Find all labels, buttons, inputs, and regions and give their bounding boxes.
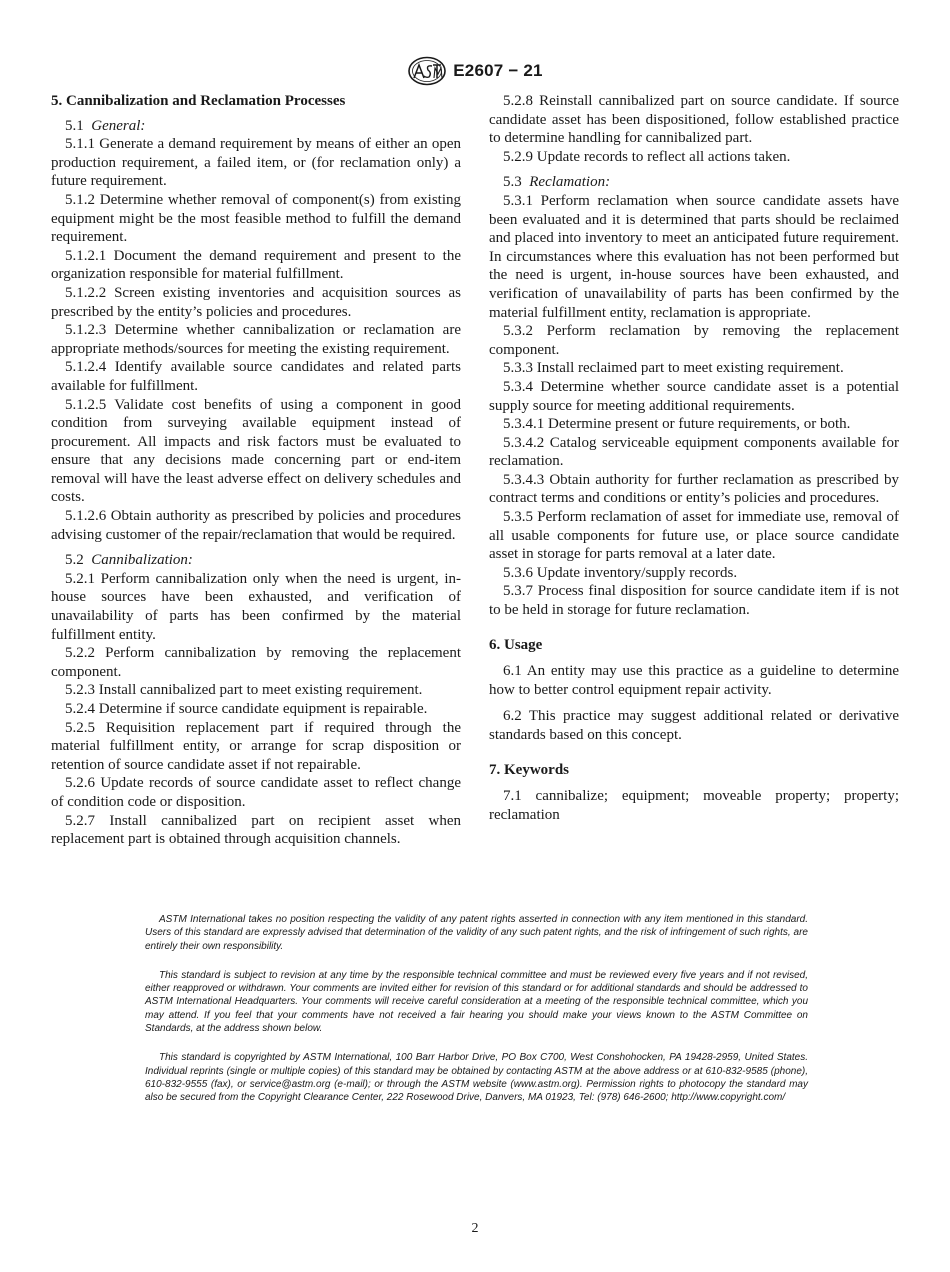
paragraph-5-2-9: 5.2.9 Update records to reflect all actions taken. xyxy=(503,148,791,165)
paragraph-5-2-3: 5.2.3 Install cannibalized part to meet existing requirement. xyxy=(65,682,423,699)
paragraph-5-2-4: 5.2.4 Determine if source candidate equipment is repairable. xyxy=(65,701,428,717)
paragraph-5-1-2: 5.1.2 Determine whether removal of component(s) from existing equipment might be the most feasible method to fulfill the demand requirement. xyxy=(51,191,461,246)
page-number: 2 xyxy=(471,1221,479,1236)
astm-logo-icon xyxy=(407,56,447,86)
right-column xyxy=(489,92,899,824)
paragraph-5-3-4: 5.3.4 Determine whether source candidate asset is a potential supply source for meeting additional requirements. xyxy=(489,378,899,414)
section-6-heading: 6. Usage xyxy=(489,636,543,653)
copyright-notice: This standard is copyrighted by ASTM International, 100 Barr Harbor Drive, PO Box C700, West Conshohocken, PA 19428-2959, United States. Individual reprints (single or multiple copies) of this standard may be obtained by contacting ASTM at the above address or at 610-832-9585 (phone), 610-832-9555 (fax), or service@astm.org (e-mail); or through the ASTM website (www.astm.org). Permission rights to photocopy the standard may also be secured from the Copyright Clearance Center, 222 Rosewood Drive, Danvers, MA 01923, Tel: (978) 646-2600; http://www.copyright.com/ xyxy=(145,1052,808,1104)
subsection-5-2-heading: 5.2 Cannibalization: xyxy=(65,552,193,569)
paragraph-7-1: 7.1 cannibalize; equipment; moveable property; property; reclamation xyxy=(489,788,899,823)
paragraph-5-3-6: 5.3.6 Update inventory/supply records. xyxy=(503,564,738,581)
paragraph-5-1-2-3: 5.1.2.3 Determine whether cannibalization or reclamation are appropriate methods/sources for meeting the existing requirement. xyxy=(51,322,461,357)
section-7-heading: 7. Keywords xyxy=(489,761,569,778)
paragraph-5-1-2-5: 5.1.2.5 Validate cost benefits of using a component in good condition from surveying available equipment instead of procurement. All impacts and risk factors must be evaluated to ensure that any decisions made concerning part or end-item removal will have the least adverse effect on delivery schedules and costs. xyxy=(51,396,461,506)
paragraph-5-1-1: 5.1.1 Generate a demand requirement by means of either an open production requirement, a failed item, or (for reclamation only) a future requirement. xyxy=(51,136,461,190)
page-header xyxy=(0,56,950,91)
paragraph-5-3-4-2: 5.3.4.2 Catalog serviceable equipment components available for reclamation. xyxy=(489,434,899,470)
revision-notice: This standard is subject to revision at any time by the responsible technical committee and must be reviewed every five years and if not revised, either reapproved or withdrawn. Your comments are invited either for revision of this standard or for additional standards and should be addressed to ASTM International Headquarters. Your comments will receive careful consideration at a meeting of the responsible technical committee, which you may attend. If you feel that your comments have not received a fair hearing you should make your views known to the ASTM Committee on Standards, at the address shown below. xyxy=(145,969,808,1035)
subsection-5-1-heading: 5.1 General: xyxy=(65,117,146,134)
paragraph-5-2-7: 5.2.7 Install cannibalized part on recipient asset when replacement part is obtained through acquisition channels. xyxy=(51,812,461,848)
paragraph-5-2-5: 5.2.5 Requisition replacement part if required through the material fulfillment entity, or arrange for scrap disposition or retention of source candidate asset if not repairable. xyxy=(51,719,461,773)
standard-notes xyxy=(145,913,808,1121)
paragraph-5-3-4-3: 5.3.4.3 Obtain authority for further reclamation as prescribed by contract terms and conditions or entity’s policies and procedures. xyxy=(489,471,899,507)
paragraph-6-1: 6.1 An entity may use this practice as a guideline to determine how to better control equipment repair activity. xyxy=(489,663,899,698)
paragraph-5-3-4-1: 5.3.4.1 Determine present or future requirements, or both. xyxy=(503,416,851,433)
paragraph-5-3-2: 5.3.2 Perform reclamation by removing the replacement component. xyxy=(489,323,899,358)
paragraph-5-2-1: 5.2.1 Perform cannibalization only when the need is urgent, in-house sources have been exhausted, and verification of unavailability of parts has been confirmed by the material fulfillment entity. xyxy=(51,570,461,643)
paragraph-5-3-1: 5.3.1 Perform reclamation when source candidate assets have been evaluated and it is determined that parts should be reclaimed and placed into inventory to meet an anticipated future requirement. In circumstances where this evaluation has not been performed but the need is urgent, in-house sources have been exhausted, and verification of unavailability of parts has been confirmed by the material fulfillment entity, reclamation is appropriate. xyxy=(489,192,899,321)
left-column xyxy=(51,92,461,849)
subsection-5-3-heading: 5.3 Reclamation: xyxy=(503,174,611,191)
paragraph-5-2-8: 5.2.8 Reinstall cannibalized part on source candidate. If source candidate asset has been dispositioned, follow established practice to determine handling for cannibalized part. xyxy=(489,93,899,147)
patent-notice: ASTM International takes no position respecting the validity of any patent rights asserted in connection with any item mentioned in this standard. Users of this standard are expressly advised that determination of the validity of any such patent rights, and the risk of infringement of such rights, are entirely their own responsibility. xyxy=(145,914,808,952)
section-5-heading: 5. Cannibalization and Reclamation Processes xyxy=(51,93,346,109)
paragraph-5-1-2-6: 5.1.2.6 Obtain authority as prescribed by policies and procedures advising customer of the repair/reclamation that would be required. xyxy=(51,508,461,543)
paragraph-5-3-7: 5.3.7 Process final disposition for source candidate item if is not to be held in storage for future reclamation. xyxy=(489,583,899,619)
paragraph-6-2: 6.2 This practice may suggest additional related or derivative standards based on this concept. xyxy=(489,708,899,743)
paragraph-5-3-5: 5.3.5 Perform reclamation of asset for immediate use, removal of all usable components for future use, or place source candidate asset in storage for parts removal at a later date. xyxy=(489,509,899,563)
paragraph-5-1-2-2: 5.1.2.2 Screen existing inventories and acquisition sources as prescribed by the entity’s policies and procedures. xyxy=(51,284,461,320)
document-id: E2607 − 21 xyxy=(453,61,543,80)
paragraph-5-2-2: 5.2.2 Perform cannibalization by removing the replacement component. xyxy=(51,645,461,680)
paragraph-5-1-2-4: 5.1.2.4 Identify available source candidates and related parts available for fulfillment. xyxy=(51,359,461,394)
paragraph-5-3-3: 5.3.3 Install reclaimed part to meet existing requirement. xyxy=(503,360,844,377)
paragraph-5-1-2-1: 5.1.2.1 Document the demand requirement and present to the organization responsible for material fulfillment. xyxy=(51,247,461,283)
paragraph-5-2-6: 5.2.6 Update records of source candidate asset to reflect change of condition code or disposition. xyxy=(51,775,461,810)
